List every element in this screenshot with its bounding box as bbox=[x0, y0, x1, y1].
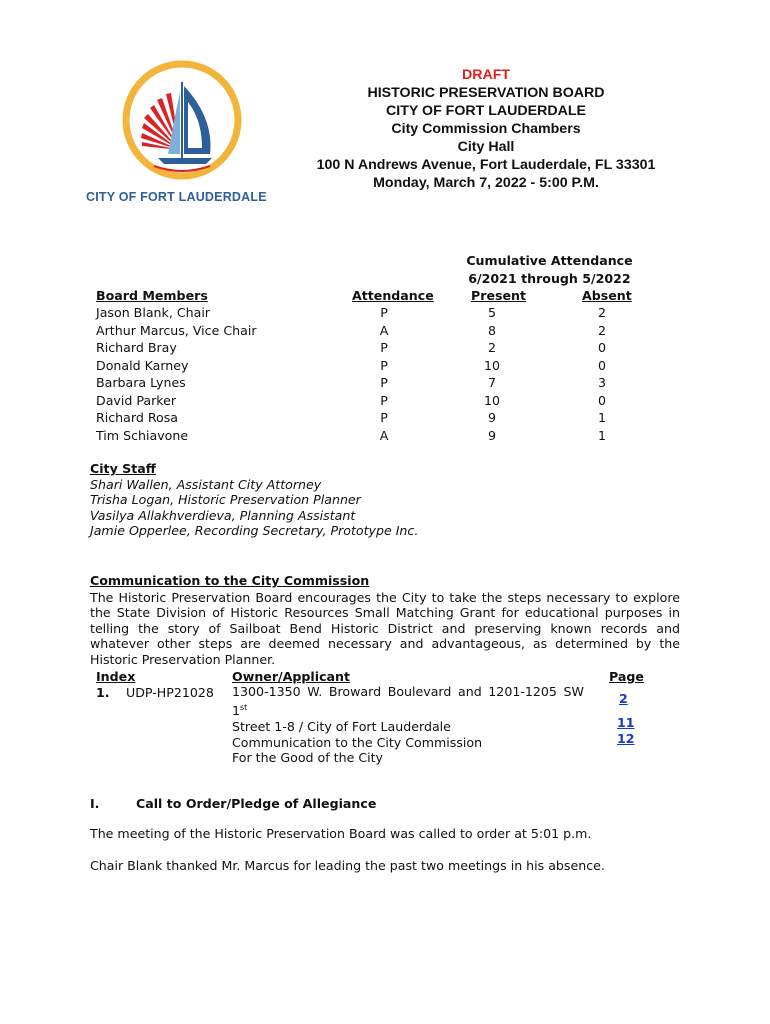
communication-section bbox=[90, 572, 680, 667]
header-line-1: HISTORIC PRESERVATION BOARD bbox=[367, 85, 605, 101]
city-staff-section bbox=[90, 460, 418, 538]
staff-member: Trisha Logan, Historic Preservation Planner bbox=[90, 492, 361, 508]
column-header-absent: Absent bbox=[582, 288, 632, 303]
logo-caption: CITY OF FORT LAUDERDALE bbox=[86, 190, 267, 204]
table-row bbox=[96, 427, 616, 445]
staff-member: Jamie Opperlee, Recording Secretary, Prototype Inc. bbox=[90, 523, 419, 539]
owner-line: Street 1-8 / City of Fort Lauderdale bbox=[232, 718, 451, 734]
member-name: Richard Bray bbox=[96, 340, 177, 355]
draft-label: DRAFT bbox=[461, 67, 511, 83]
section-number: I. bbox=[90, 796, 100, 811]
ordinal-suffix: st bbox=[240, 702, 248, 712]
owner-line: For the Good of the City bbox=[232, 750, 384, 766]
table-row bbox=[96, 304, 616, 322]
page-link-2[interactable]: 2 bbox=[619, 691, 628, 706]
header-line-3: City Commission Chambers bbox=[391, 121, 581, 137]
member-attendance: P bbox=[380, 340, 388, 355]
table-row bbox=[96, 392, 616, 410]
owner-line bbox=[232, 684, 584, 719]
member-attendance: P bbox=[380, 357, 388, 373]
communication-heading: Communication to the City Commission bbox=[90, 573, 370, 588]
header-line-4: City Hall bbox=[457, 139, 515, 155]
table-row bbox=[96, 357, 616, 375]
page-link-12[interactable]: 12 bbox=[617, 731, 635, 746]
member-name: Donald Karney bbox=[96, 357, 189, 373]
member-attendance: P bbox=[380, 392, 388, 408]
member-attendance: A bbox=[379, 322, 389, 338]
owner-line-text: 1300-1350 W. Broward Boulevard and 1201-1205 SW 1 bbox=[232, 684, 584, 718]
staff-member: Vasilya Allakhverdieva, Planning Assistant bbox=[90, 507, 356, 523]
member-present: 9 bbox=[487, 410, 496, 425]
column-header-attendance: Attendance bbox=[352, 288, 434, 303]
cumulative-period: 6/2021 through 5/2022 bbox=[468, 270, 631, 286]
cumulative-attendance-heading bbox=[462, 252, 637, 287]
document-header bbox=[280, 66, 692, 192]
table-row bbox=[96, 374, 616, 392]
staff-member: Shari Wallen, Assistant City Attorney bbox=[90, 476, 322, 492]
member-present: 8 bbox=[487, 322, 496, 338]
paragraph: The meeting of the Historic Preservation Board was called to order at 5:01 p.m. bbox=[90, 826, 592, 841]
attendance-table bbox=[96, 304, 616, 444]
index-column-header: Index bbox=[96, 669, 136, 684]
member-present: 9 bbox=[487, 427, 496, 443]
member-name: David Parker bbox=[96, 392, 177, 408]
paragraph: Chair Blank thanked Mr. Marcus for leading the past two meetings in his absence. bbox=[90, 858, 605, 873]
member-name: Arthur Marcus, Vice Chair bbox=[96, 322, 257, 338]
page-link-11[interactable]: 11 bbox=[617, 715, 635, 730]
staff-heading: City Staff bbox=[90, 461, 156, 476]
index-case-number: UDP-HP21028 bbox=[126, 685, 214, 700]
member-attendance: P bbox=[380, 305, 388, 320]
member-absent: 0 bbox=[597, 392, 606, 408]
table-row bbox=[96, 322, 616, 340]
member-absent: 0 bbox=[597, 340, 606, 355]
index-item-number: 1. bbox=[96, 685, 110, 700]
member-present: 5 bbox=[487, 305, 496, 320]
member-name: Richard Rosa bbox=[96, 410, 178, 425]
page-column-header: Page bbox=[609, 669, 644, 684]
owner-applicant-list bbox=[232, 684, 584, 766]
member-present: 10 bbox=[483, 392, 501, 408]
member-present: 10 bbox=[483, 357, 501, 373]
column-header-board-members: Board Members bbox=[96, 288, 208, 303]
owner-column-header: Owner/Applicant bbox=[232, 669, 351, 684]
member-name: Jason Blank, Chair bbox=[96, 305, 210, 320]
owner-line: Communication to the City Commission bbox=[232, 734, 483, 750]
member-absent: 2 bbox=[597, 305, 606, 320]
member-absent: 1 bbox=[597, 410, 606, 425]
section-title: Call to Order/Pledge of Allegiance bbox=[136, 796, 377, 811]
member-attendance: P bbox=[380, 410, 388, 425]
header-line-6: Monday, March 7, 2022 - 5:00 P.M. bbox=[373, 175, 599, 191]
member-name: Barbara Lynes bbox=[96, 375, 186, 390]
communication-body: The Historic Preservation Board encourages the City to take the steps necessary to explore the State Division of Historic Resources Small Matching Grant for educational purposes in telling the story of Sailboat Bend Historic District and preserving known records and whatever other steps are deemed necessary and advantageous, as determined by the Historic Preservation Planner. bbox=[90, 589, 680, 667]
member-absent: 1 bbox=[597, 427, 606, 443]
column-header-present: Present bbox=[471, 288, 527, 303]
member-attendance: P bbox=[380, 375, 388, 390]
table-row bbox=[96, 409, 616, 427]
member-name: Tim Schiavone bbox=[96, 427, 189, 443]
table-row bbox=[96, 339, 616, 357]
header-line-2: CITY OF FORT LAUDERDALE bbox=[386, 103, 586, 119]
member-attendance: A bbox=[379, 427, 389, 443]
member-present: 7 bbox=[487, 375, 496, 390]
member-present: 2 bbox=[487, 340, 496, 355]
member-absent: 0 bbox=[597, 357, 606, 373]
member-absent: 3 bbox=[597, 375, 606, 390]
member-absent: 2 bbox=[597, 322, 606, 338]
header-line-5: 100 N Andrews Avenue, Fort Lauderdale, FL 33301 bbox=[316, 157, 656, 173]
cumulative-title: Cumulative Attendance bbox=[466, 253, 633, 268]
